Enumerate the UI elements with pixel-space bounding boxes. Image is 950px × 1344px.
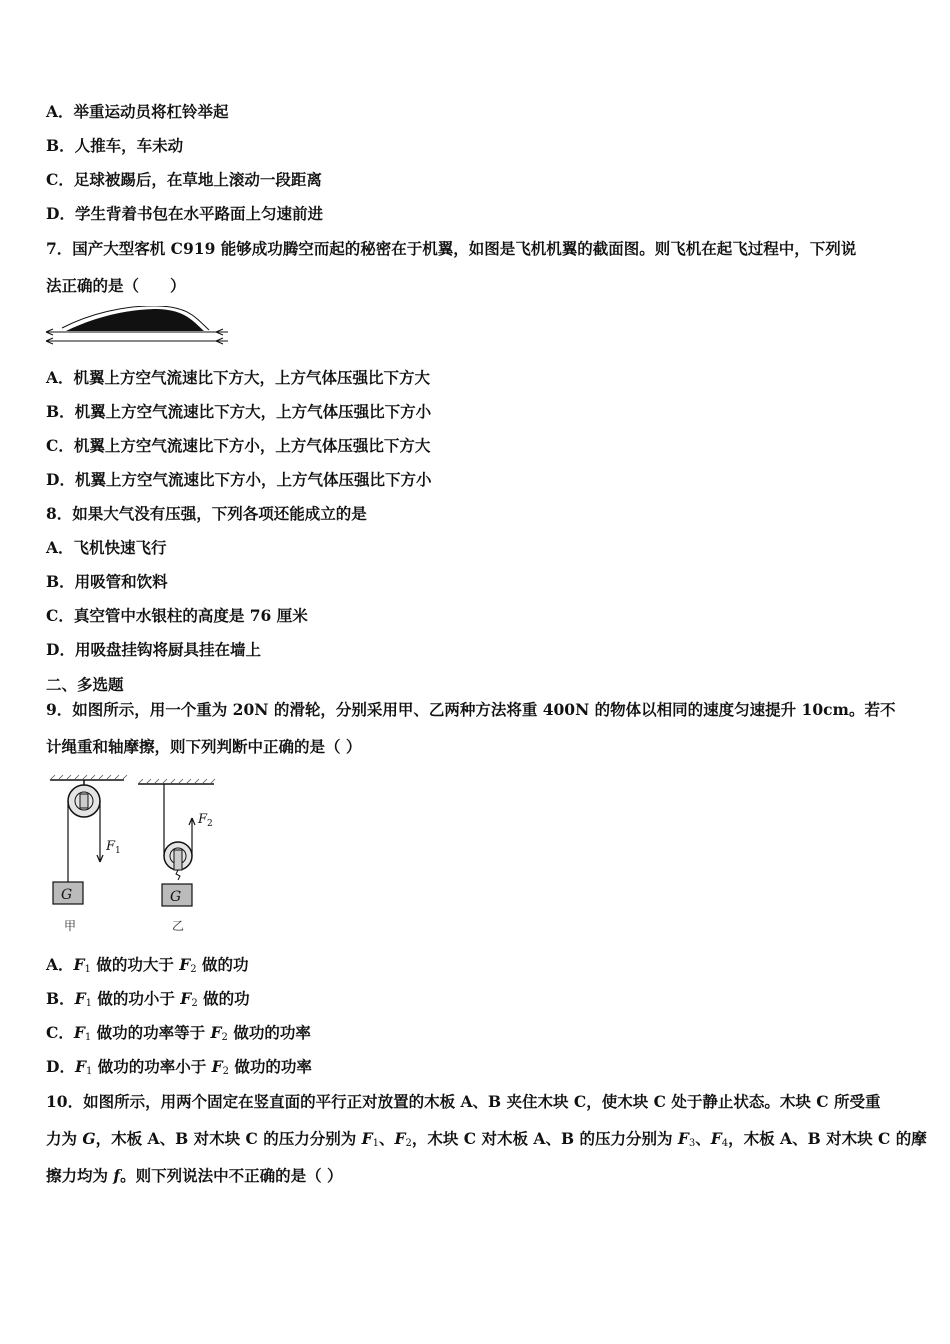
q8-option-c: C．真空管中水银柱的高度是 76 厘米: [46, 606, 308, 625]
q7-option-a: A．机翼上方空气流速比下方大，上方气体压强比下方大: [46, 368, 431, 387]
q9-option-d: D．$F_1$ 做功的功率小于 $F_2$ 做功的功率: [46, 1057, 312, 1077]
q9-option-a: A．$F_1$ 做的功大于 $F_2$ 做的功: [46, 955, 249, 975]
movable-pulley-diagram: [138, 779, 215, 933]
q9-option-b: B．$F_1$ 做的功小于 $F_2$ 做的功: [46, 989, 250, 1009]
q8-option-a: A．飞机快速飞行: [46, 538, 167, 557]
force-f1-label: F: [106, 839, 116, 854]
q6-option-d: D．学生背着书包在水平路面上匀速前进: [46, 204, 323, 223]
q8-option-b: B．用吸管和饮料: [46, 572, 168, 591]
q7-stem-line1: 7．国产大型客机 C919 能够成功腾空而起的秘密在于机翼，如图是飞机机翼的截面图。则飞机在起飞过程中，下列说: [46, 239, 857, 258]
q6-option-b: B．人推车，车未动: [46, 136, 184, 155]
q10-stem-line3: 擦力均为 f。则下列说法中不正确的是（ ）: [46, 1166, 343, 1185]
q6-option-a: A．举重运动员将杠铃举起: [46, 102, 229, 121]
force-f1-subscript: 1: [115, 846, 121, 856]
force-f2-subscript: 2: [207, 819, 213, 829]
q10-stem-line1: 10．如图所示，用两个固定在竖直面的平行正对放置的木板 A、B 夹住木块 C，使木块 C 处于静止状态。木块 C 所受重: [46, 1092, 881, 1111]
q8-option-d: D．用吸盘挂钩将厨具挂在墙上: [46, 640, 261, 659]
q7-option-c: C．机翼上方空气流速比下方小，上方气体压强比下方大: [46, 436, 431, 455]
q9-stem-line1: 9．如图所示，用一个重为 20N 的滑轮，分别采用甲、乙两种方法将重 400N 的物体以相同的速度匀速提升 10cm。若不: [46, 700, 896, 719]
wing-cross-section-figure: [44, 306, 234, 348]
weight-label-jia: G: [61, 887, 73, 903]
q10-stem-line2: 力为 G，木板 A、B 对木块 C 的压力分别为 $F_1$、$F_2$，木块 C 对木板 A、B 的压力分别为 $F_3$、$F_4$，木板 A、B 对木块 C 的摩: [46, 1129, 927, 1149]
q9-option-c: C．$F_1$ 做功的功率等于 $F_2$ 做功的功率: [46, 1023, 311, 1043]
wing-airfoil: [66, 309, 204, 331]
weight-label-yi: G: [170, 889, 182, 905]
q9-stem-line2: 计绳重和轴摩擦，则下列判断中正确的是（ ）: [46, 737, 362, 756]
figure-label-jia: 甲: [64, 919, 77, 933]
fixed-pulley-diagram: [50, 775, 127, 933]
section-heading-multiple-choice: 二、多选题: [46, 675, 124, 694]
q7-stem-line2: 法正确的是（ ）: [46, 276, 186, 295]
figure-label-yi: 乙: [172, 919, 185, 933]
q7-option-d: D．机翼上方空气流速比下方小，上方气体压强比下方小: [46, 470, 432, 489]
force-f2-label: F: [198, 812, 208, 827]
pulley-figure: [44, 770, 224, 938]
q6-option-c: C．足球被踢后，在草地上滚动一段距离: [46, 170, 322, 189]
q7-option-b: B．机翼上方空气流速比下方大，上方气体压强比下方小: [46, 402, 432, 421]
q8-stem: 8．如果大气没有压强，下列各项还能成立的是: [46, 504, 367, 523]
